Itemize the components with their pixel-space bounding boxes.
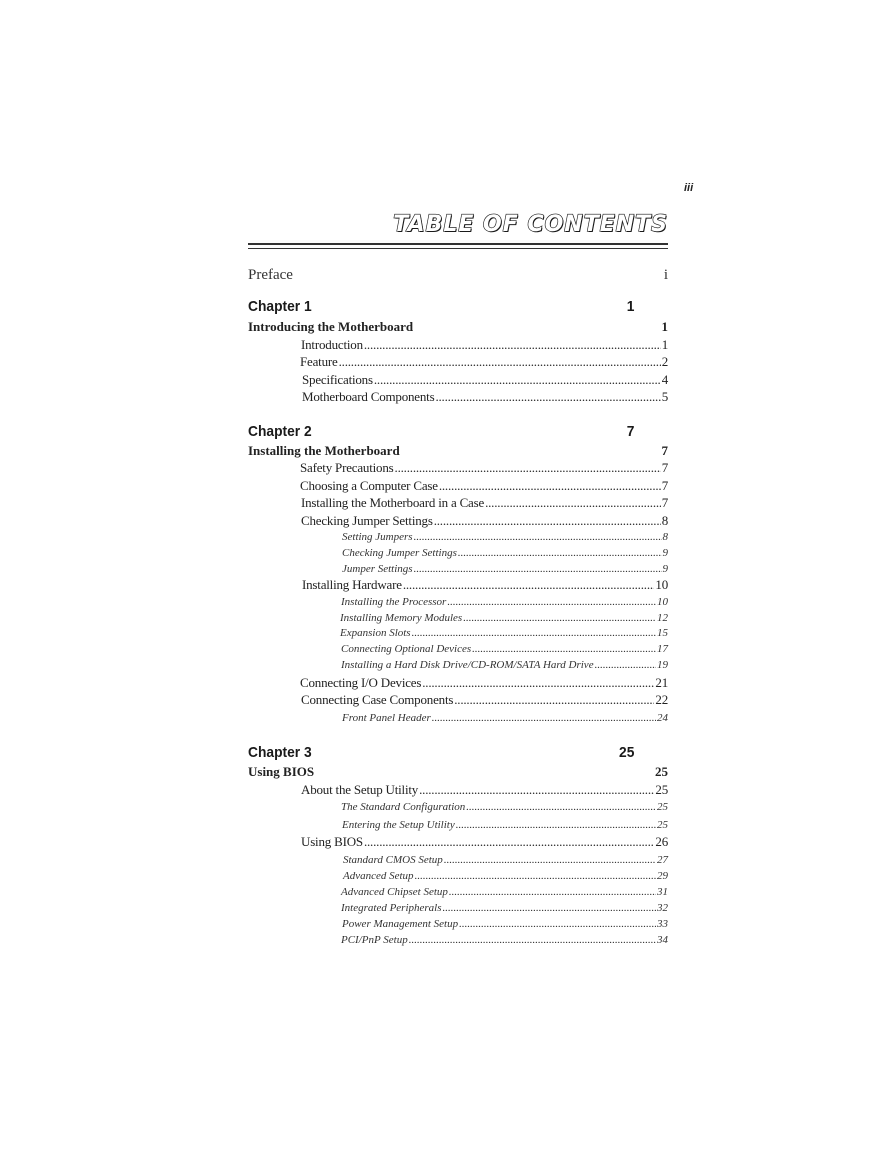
toc-entry-sub <box>342 918 668 930</box>
toc-entry-chapter <box>248 298 634 315</box>
toc-entry-sub <box>343 870 668 882</box>
toc-entry-title: Checking Jumper Settings <box>342 547 457 559</box>
toc-entry-page: 4 <box>661 372 668 387</box>
toc-entry-sub <box>340 627 668 639</box>
page-number: iii <box>684 182 694 194</box>
toc-entry-title: Specifications <box>302 372 373 387</box>
toc-entry-sub <box>343 854 668 866</box>
title-rule-thin <box>248 248 668 249</box>
dot-leader <box>454 692 654 708</box>
toc-entry-sub <box>341 643 668 655</box>
toc-entry-page: 9 <box>662 547 668 559</box>
toc-entry-title: Chapter 3 <box>248 744 312 761</box>
toc-entry-item <box>300 478 668 494</box>
toc-entry-item <box>302 577 668 593</box>
dot-leader <box>443 902 656 914</box>
dot-leader <box>458 547 662 559</box>
toc-entry-title: Advanced Setup <box>343 870 414 882</box>
toc-entry-page: 5 <box>661 389 668 404</box>
toc-entry-page: 8 <box>662 531 668 543</box>
toc-entry-sub <box>341 801 668 813</box>
toc-entry-item <box>301 495 668 511</box>
dot-leader <box>403 577 655 593</box>
toc-entry-title: Entering the Setup Utility <box>342 819 455 831</box>
toc-entry-sub <box>341 886 668 898</box>
toc-entry-chapter <box>248 744 634 761</box>
dot-leader <box>435 389 660 405</box>
toc-entry-title: Front Panel Header <box>342 712 431 724</box>
toc-entry-title: Introduction <box>301 337 363 352</box>
toc-entry-page: 25 <box>655 764 668 779</box>
toc-entry-title: Checking Jumper Settings <box>301 513 433 528</box>
toc-entry-page: 25 <box>655 782 668 797</box>
toc-entry-title: Choosing a Computer Case <box>300 478 438 493</box>
dot-leader <box>422 675 654 691</box>
toc-entry-page: 1 <box>661 319 668 334</box>
toc-entry-page: 1 <box>626 298 635 315</box>
toc-entry-title: The Standard Configuration <box>341 801 466 813</box>
toc-entry-title: Using BIOS <box>248 764 315 779</box>
toc-entry-page: 32 <box>657 902 668 914</box>
dot-leader <box>439 478 661 494</box>
toc-entry-title: Connecting Case Components <box>301 692 454 707</box>
dot-leader <box>463 612 656 624</box>
toc-entry-item <box>300 460 668 476</box>
toc-entry-title: PCI/PnP Setup <box>341 934 408 946</box>
dot-leader <box>364 834 654 850</box>
dot-leader <box>459 918 656 930</box>
toc-entry-page: 24 <box>657 712 668 724</box>
toc-entry-title: Using BIOS <box>301 834 363 849</box>
dot-leader <box>444 854 656 866</box>
toc-entry-page: 31 <box>657 886 668 898</box>
toc-entry-title: Chapter 1 <box>248 298 312 315</box>
dot-leader <box>595 659 656 671</box>
toc-entry-title: About the Setup Utility <box>301 782 419 797</box>
dot-leader <box>447 596 656 608</box>
toc-entry-chapter <box>248 423 634 440</box>
toc-entry-title: Integrated Peripherals <box>341 902 442 914</box>
toc-entry-item <box>301 834 668 850</box>
toc-entry-page: 34 <box>657 934 668 946</box>
toc-entry-title: Installing a Hard Disk Drive/CD-ROM/SATA Hard Drive <box>341 659 594 671</box>
toc-entry-page: 33 <box>657 918 668 930</box>
toc-entry-page: 26 <box>655 834 668 849</box>
dot-leader <box>339 354 661 370</box>
toc-entry-title: Safety Precautions <box>300 460 394 475</box>
toc-entry-page: i <box>663 267 668 283</box>
toc-entry-title: Standard CMOS Setup <box>343 854 443 866</box>
toc-entry-section <box>248 764 668 780</box>
toc-entry-sub <box>342 819 668 831</box>
dot-leader <box>432 712 656 724</box>
toc-entry-page: 10 <box>655 577 668 592</box>
toc-entry-sub <box>342 712 668 724</box>
dot-leader <box>485 495 661 511</box>
toc-entry-page: 21 <box>655 675 668 690</box>
dot-leader <box>374 372 661 388</box>
toc-entry-sub <box>342 547 668 559</box>
dot-leader <box>414 531 662 543</box>
toc-entry-title: Jumper Settings <box>342 563 413 575</box>
toc-entry-sub <box>340 612 668 624</box>
toc-entry-page: 15 <box>657 627 668 639</box>
toc-entry-title: Installing Hardware <box>302 577 402 592</box>
page-title: TABLE OF CONTENTS <box>393 212 668 237</box>
toc-entry-title: Installing the Processor <box>341 596 447 608</box>
dot-leader <box>419 782 654 798</box>
toc-entry-item <box>301 513 668 529</box>
toc-entry-page: 19 <box>657 659 668 671</box>
toc-entry-preface <box>248 267 668 284</box>
toc-entry-section <box>248 319 668 335</box>
dot-leader <box>415 870 656 882</box>
toc-entry-title: Power Management Setup <box>342 918 459 930</box>
toc-entry-section <box>248 443 668 459</box>
toc-entry-page: 27 <box>657 854 668 866</box>
dot-leader <box>466 801 656 813</box>
toc-entry-page: 7 <box>661 495 668 510</box>
toc-entry-title: Installing Memory Modules <box>340 612 463 624</box>
toc-entry-item <box>301 337 668 353</box>
toc-entry-page: 10 <box>657 596 668 608</box>
toc-entry-sub <box>341 902 668 914</box>
toc-entry-sub <box>341 659 668 671</box>
toc-entry-item <box>302 372 668 388</box>
toc-entry-page: 9 <box>662 563 668 575</box>
toc-entry-title: Connecting I/O Devices <box>300 675 422 690</box>
toc-entry-title: Installing the Motherboard <box>248 443 400 458</box>
dot-leader <box>414 563 662 575</box>
toc-entry-sub <box>341 596 668 608</box>
toc-entry-sub <box>342 531 668 543</box>
toc-entry-title: Chapter 2 <box>248 423 312 440</box>
dot-leader <box>434 513 661 529</box>
toc-entry-page: 25 <box>619 744 635 761</box>
dot-leader <box>409 934 656 946</box>
dot-leader <box>395 460 661 476</box>
toc-entry-page: 7 <box>661 443 668 458</box>
toc-entry-item <box>300 354 668 370</box>
dot-leader <box>412 627 656 639</box>
toc-entry-page: 25 <box>657 819 668 831</box>
toc-entry-item <box>301 782 668 798</box>
title-rule-thick <box>248 243 668 245</box>
toc-entry-page: 8 <box>661 513 668 528</box>
toc-entry-page: 2 <box>661 354 668 369</box>
toc-entry-page: 1 <box>661 337 668 352</box>
dot-leader <box>449 886 656 898</box>
toc-entry-title: Preface <box>248 267 293 283</box>
dot-leader <box>472 643 656 655</box>
toc-entry-title: Feature <box>300 354 338 369</box>
toc-entry-sub <box>342 563 668 575</box>
toc-entry-item <box>300 675 668 691</box>
toc-entry-page: 7 <box>626 423 635 440</box>
toc-entry-title: Connecting Optional Devices <box>341 643 472 655</box>
toc-entry-page: 7 <box>661 460 668 475</box>
toc-entry-title: Expansion Slots <box>340 627 411 639</box>
toc-entry-sub <box>341 934 668 946</box>
dot-leader <box>364 337 661 353</box>
toc-entry-page: 22 <box>655 692 668 707</box>
toc-entry-item <box>302 389 668 405</box>
toc-entry-page: 25 <box>657 801 668 813</box>
toc-entry-item <box>301 692 668 708</box>
toc-entry-title: Installing the Motherboard in a Case <box>301 495 485 510</box>
toc-entry-title: Advanced Chipset Setup <box>341 886 448 898</box>
toc-entry-title: Introducing the Motherboard <box>248 319 414 334</box>
toc-entry-title: Motherboard Components <box>302 389 435 404</box>
dot-leader <box>456 819 656 831</box>
toc-entry-title: Setting Jumpers <box>342 531 413 543</box>
toc-entry-page: 7 <box>661 478 668 493</box>
toc-entry-page: 12 <box>657 612 668 624</box>
toc-entry-page: 29 <box>657 870 668 882</box>
toc-entry-page: 17 <box>657 643 668 655</box>
